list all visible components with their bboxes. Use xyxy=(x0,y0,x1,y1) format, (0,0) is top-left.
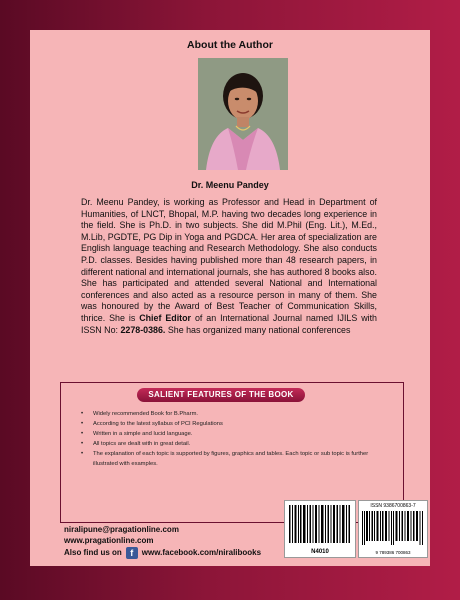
feature-text: According to the latest syllabus of PCI Regulations xyxy=(93,421,223,427)
isbn-barcode xyxy=(358,500,428,558)
bio-chief-editor: Chief Editor xyxy=(139,312,191,323)
bullet-icon: • xyxy=(81,451,84,457)
bio-issn-number: 2278-0386. xyxy=(120,324,166,335)
contact-info xyxy=(64,524,284,558)
website-link[interactable]: www.pragationline.com xyxy=(64,536,154,545)
bullet-icon: • xyxy=(81,441,84,447)
barcode-bars xyxy=(289,505,351,543)
bullet-icon: • xyxy=(81,431,84,437)
author-photo xyxy=(198,58,288,170)
facebook-row xyxy=(64,547,284,558)
publisher-barcode xyxy=(284,500,356,558)
feature-text: Written in a simple and lucid language. xyxy=(93,431,193,437)
bio-text: Dr. Meenu Pandey, is working as Professor and Head in Department of Humanities, of LNCT, Bhopal, M.P. having two decades long experience in the field. She is Ph.D. in two subjects. She did M.Phil (Eng. Lit.), M.Ed., M.Lib, PGDTE, PG Dip in Yoga and PGDCA. Her area of specialization are English language teaching and Research Methodology. She also conducts P.D. classes. Besides having published more than 48 research papers, in different national and international journals, she has authored 8 books also. She has participated and attended several National and International conferences and also acted as a resource person in many of them. She was honoured by the Award of Best Teacher of Communication Skills, thrice. She is xyxy=(81,197,377,323)
list-item xyxy=(81,430,393,440)
list-item xyxy=(81,410,393,420)
feature-text: Widely recommended Book for B.Pharm. xyxy=(93,411,199,417)
bullet-icon: • xyxy=(81,421,84,427)
bio-text: of an International Journal named IJILS with ISSN No: xyxy=(81,312,377,335)
bio-text: She has organized many national conferences xyxy=(165,324,351,335)
feature-text: The explanation of each topic is supported by figures, graphics and tables. Each topic or sub topic is further illustrated with examples. xyxy=(93,451,369,467)
find-us-label: Also find us on xyxy=(64,548,122,557)
barcode-code: N4010 xyxy=(311,549,329,555)
about-author-heading: About the Author xyxy=(187,39,273,51)
salient-features-title: SALIENT FEATURES OF THE BOOK xyxy=(137,388,305,402)
feature-list xyxy=(81,410,393,470)
list-item xyxy=(81,440,393,450)
back-cover-panel xyxy=(30,30,430,566)
list-item xyxy=(81,450,393,469)
isbn-number: 9 789386 700863 xyxy=(375,550,411,555)
facebook-link[interactable]: www.facebook.com/niralibooks xyxy=(141,548,262,557)
author-name: Dr. Meenu Pandey xyxy=(191,180,269,190)
feature-text: All topics are dealt with in great detail. xyxy=(93,441,191,447)
bullet-icon: • xyxy=(81,411,84,417)
isbn-barcode-bars xyxy=(362,511,424,545)
isbn-label: ISSN 9386700863-7 xyxy=(370,503,416,509)
author-bio xyxy=(81,197,377,336)
email-link[interactable]: niralipune@pragationline.com xyxy=(64,525,179,534)
list-item xyxy=(81,420,393,430)
facebook-icon[interactable]: f xyxy=(126,547,138,559)
